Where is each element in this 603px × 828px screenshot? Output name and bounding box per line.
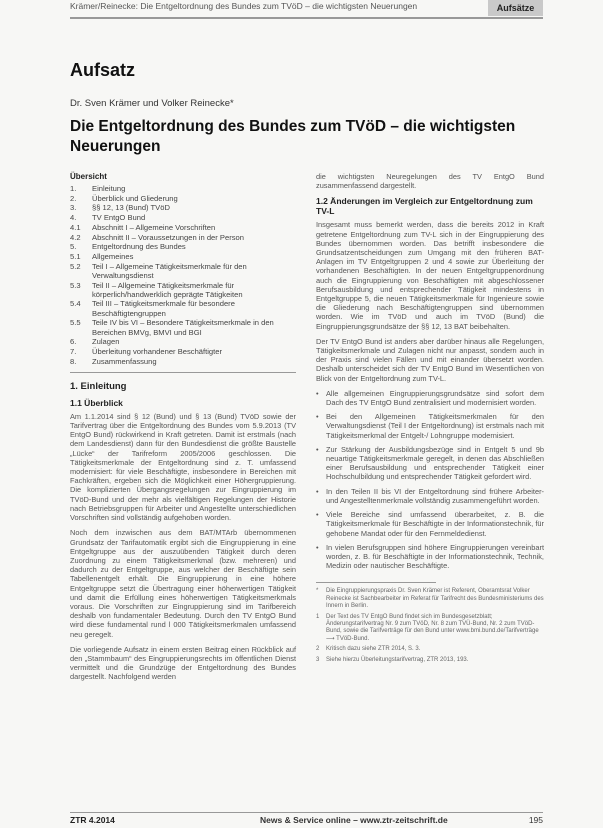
bullet-item [316, 389, 544, 407]
toc-item-label: Abschnitt II – Voraussetzungen in der Person [92, 232, 244, 242]
toc-item-number: 4. [70, 213, 77, 223]
body-paragraph: Der TV EntgO Bund ist anders aber darüber hinaus alle Regelungen, Tätigkeitsmerkmale und Zulagen nicht nur anpasst, sondern auch in der Praxis sind vielen Fällen und mit einander übersetzt worden. Deshalb unterscheidet sich der TV EntgO Bund im Wesentlichen von Blick von der Entgeltordnung zum TV-L. [316, 336, 544, 383]
toc-item-number: 3. [70, 203, 77, 213]
bullet-list [316, 389, 544, 570]
toc-item [70, 233, 296, 242]
toc-item [70, 213, 296, 222]
bullet-dot-icon: • [316, 486, 319, 496]
toc-divider [70, 372, 296, 373]
footnote-text: Kritisch dazu siehe ZTR 2014, S. 3. [326, 646, 421, 653]
toc-item-number: 5.2 [70, 261, 81, 271]
toc-item-number: 5.4 [70, 299, 81, 309]
toc-item [70, 194, 296, 203]
toc-item-label: TV EntgO Bund [92, 213, 146, 223]
footnote-number: * [316, 588, 319, 595]
body-paragraph: die wichtigsten Neuregelungen des TV EntgO Bund zusammenfassend dargestellt. [316, 172, 544, 191]
toc-item-number: 5.1 [70, 251, 81, 261]
bullet-text: In vielen Berufsgruppen sind höhere Eingruppierungen vereinbart worden, z. B. für Beschäftigte in der Informationstechnik, Technik, Medizin oder nautischer Beschäftigte. [326, 542, 544, 571]
right-column [316, 172, 544, 667]
authors: Dr. Sven Krämer und Volker Reinecke* [70, 98, 234, 109]
toc-item-label: Teil II – Allgemeine Tätigkeitsmerkmale für körperlich/handwerklich geprägte Tätigkeiten [92, 280, 243, 299]
bullet-item [316, 487, 544, 505]
bullet-text: Bei den Allgemeinen Tätigkeitsmerkmalen für den Verwaltungsdienst (Teil I der Entgeltordnung) ist erstmals nach mit Tätigkeitsmerkmal der Entgelt-/ Lohngruppe modernisiert. [326, 412, 544, 440]
bullet-text: Viele Bereiche sind umfassend überarbeitet, z. B. die Tätigkeitsmerkmale für Beschäftigte in der Informationstechnik, für gehobene Mandat oder für den Fernmeldedienst. [326, 510, 544, 538]
section-label: Aufsatz [70, 60, 136, 80]
toc-item-number: 7. [70, 346, 77, 356]
toc-item-label: §§ 12, 13 (Bund) TVöD [92, 203, 170, 213]
toc-heading: Übersicht [70, 172, 107, 181]
section-1-2-heading: 1.2 Änderungen im Vergleich zur Entgeltordnung zum TV-L [316, 196, 533, 217]
category-tab: Aufsätze [488, 0, 543, 16]
toc-item-label: Zusammenfassung [92, 356, 157, 366]
table-of-contents [70, 184, 296, 366]
toc-item [70, 347, 296, 356]
toc-item [70, 184, 296, 193]
toc-item-label: Teil III – Tätigkeitsmerkmale für besondere Beschäftigtengruppen [92, 299, 235, 318]
toc-item [70, 262, 296, 280]
bullet-dot-icon: • [316, 444, 319, 454]
bullet-item [316, 412, 544, 440]
bullet-dot-icon: • [316, 412, 319, 422]
toc-item-number: 5. [70, 242, 77, 252]
footnote [316, 657, 544, 664]
body-paragraph: Die vorliegende Aufsatz in einem ersten Beitrag einen Rückblick auf den „Stammbaum“ des Eingruppierungsrechts im öffentlichen Dienst vermittelt und die Grundzüge der Entgeltordnung des Bundes dargestellt. Nachfolgend werden [70, 644, 296, 682]
bullet-item [316, 543, 544, 571]
toc-item-number: 4.2 [70, 232, 81, 242]
toc-item-label: Allgemeines [92, 251, 134, 261]
footnotes [316, 588, 544, 664]
journal-issue: ZTR 4.2014 [70, 815, 115, 825]
footnote [316, 646, 544, 653]
bullet-dot-icon: • [316, 510, 319, 520]
footnote [316, 588, 544, 610]
header-rule [70, 17, 543, 19]
bullet-text: Alle allgemeinen Eingruppierungsgrundsätze sind sofort dem Dach des TV EntgO Bund zentralisiert und modernisiert worden. [326, 388, 544, 408]
toc-item-number: 6. [70, 337, 77, 347]
toc-item [70, 318, 296, 336]
body-paragraph: Insgesamt muss bemerkt werden, dass die bereits 2012 in Kraft getretene Entgeltordnung zum TV-L sich in der Eingruppierung des Bundes übernommen worden. Das betrifft insbesondere die Grundsatzentscheidungen zum Umgang mit den früheren BAT-Anlagen im TV Entgeltgruppen 2 und 4 sowie zur Überleitung der vorhandenen Beschäftigten. In der neuen Entgeltgruppenordnung auch die Eingruppierung von Beschäftigten mit abgeschlossener Berufsausbildung und entsprechender Tätigkeit mindestens in Entgeltgruppe 5, die neuen Tätigkeitsmerkmale für Ingenieure sowie die Gliederung nach Beschäftigtengruppen sind übernommen worden. Wie im TVöD und auch im TVöD (Bund) die Eingruppierungsgrundsätze der §§ 12, 13 BAT beibehalten. [316, 220, 544, 331]
footnote [316, 614, 544, 644]
toc-item-label: Teile IV bis VI – Besondere Tätigkeitsmerkmale in den Bereichen BMVg, BMVI und BGI [92, 318, 274, 337]
toc-item [70, 252, 296, 261]
toc-item-number: 1. [70, 184, 77, 193]
toc-item [70, 337, 296, 346]
toc-item-label: Zulagen [92, 337, 120, 347]
toc-item-label: Teil I – Allgemeine Tätigkeitsmerkmale für den Verwaltungsdienst [92, 261, 247, 280]
bullet-text: In den Teilen II bis VI der Entgeltordnung sind frühere Arbeiter- und Angestelltenmerkmale vollständig zusammengeführt worden. [326, 486, 544, 505]
footnote-number: 3 [316, 656, 320, 663]
toc-item [70, 357, 296, 366]
running-header: Krämer/Reinecke: Die Entgeltordnung des Bundes zum TVöD – die wichtigsten Neuerungen [70, 1, 418, 11]
toc-item [70, 281, 296, 299]
toc-item-label: Entgeltordnung des Bundes [92, 242, 186, 252]
footnote-text: Der Text des TV EntgO Bund findet sich im Bundesgesetzblatt; Änderungstarifvertrag Nr. 9 zum TVöD, Nr. 8 zum TVÜ-Bund, Nr. 2 zum TVöD-Bund, sowie die Tarifverträge für den Bund unter www.bmi.bund.de/Tarifverträge ⟶ TVöD-Bund. [326, 613, 539, 642]
bullet-item [316, 510, 544, 538]
footnote-text: Siehe hierzu Überleitungstarifvertrag, ZTR 2013, 193. [326, 656, 469, 663]
bullet-text: Zur Stärkung der Ausbildungsbezüge sind in Entgelt 5 und 9b neuartige Tätigkeitsmerkmale geregelt, in denen das Abschließen einer Berufsausbildung und entsprechender Tätigkeit einer Hochschulbildung und entsprechender Tätigkeit gefordert wird. [326, 444, 544, 482]
section-1-heading: 1. Einleitung [70, 380, 127, 392]
body-paragraph: Noch dem inzwischen aus dem BAT/MTArb übernommenen Grundsatz der Tarifautomatik ergibt sich die Eingruppierung in eine Entgeltgruppe aus der auszuübenden Tätigkeit durch deren Zuordnung zu einem Tätigkeitsmerkmal (bzw. mehreren) und dadurch zu der Entgeltgruppe, aus welcher der Beschäftigte sein Tabellenentgelt erhält. Die Eingruppierung in eine höhere Entgeltgruppe setzt die Übertragung einer höherwertigen Tätigkeit und damit die Erfüllung eines höherwertigen Tätigkeitsmerkmals voraus. Die Vorschriften zur Eingruppierung sind im Tarifbereich deshalb von fundamentaler Bedeutung. Durch den TV EntgO Bund wird diese fundamental rund l 000 Tätigkeitsmerkmalen umfassend neu geregelt. [70, 528, 296, 639]
toc-item [70, 203, 296, 212]
footer-website: News & Service online – www.ztr-zeitschrift.de [260, 815, 448, 825]
article-title: Die Entgeltordnung des Bundes zum TVöD – die wichtigsten Neuerungen [70, 118, 516, 155]
footnote-divider [316, 582, 436, 583]
footnote-number: 2 [316, 646, 320, 653]
page-number: 195 [528, 815, 543, 825]
toc-item-label: Einleitung [92, 184, 126, 193]
toc-item-label: Abschnitt I – Allgemeine Vorschriften [92, 222, 216, 232]
toc-item-number: 8. [70, 356, 77, 366]
bullet-dot-icon: • [316, 388, 319, 398]
body-paragraph: Am 1.1.2014 sind § 12 (Bund) und § 13 (Bund) TVöD sowie der Tarifvertrag über die Entgeltordnung des Bundes vom 5.9.2013 (TV EntgO Bund) rückwirkend in Kraft getreten. Damit ist erstmals (nach dem Landesdienst) dann für den Bundesdienst die größte Baustelle „Lücke“ der Tarifreform 2005/2006 geschlossen. Die Tätigkeitsmerkmale der Entgeltordnung sind z. T. umfassend modernisiert: für viele Beschäftigte, insbesondere in Bereichen mit Fachkräften, ergeben sich die Möglichkeit einer Höhergruppierung. Die komplizierten Übergangsregelungen zur Eingruppierung im TVöD-Bund und der mehr als vielfältigen Regelungen der Historie nach Betriebsgruppen für Arbeiter und Angestellte unterschiedlichen Vorschriften sind vollständig aufgehoben worden. [70, 411, 296, 523]
bullet-item [316, 445, 544, 482]
toc-item [70, 299, 296, 317]
page-footer [70, 812, 543, 825]
left-column [70, 172, 296, 688]
footnote-number: 1 [316, 613, 320, 620]
toc-item [70, 223, 296, 232]
toc-item-number: 5.5 [70, 318, 81, 328]
toc-item [70, 242, 296, 251]
toc-item-number: 2. [70, 193, 77, 203]
toc-item-label: Überblick und Gliederung [92, 193, 178, 203]
toc-item-number: 4.1 [70, 222, 81, 232]
bullet-dot-icon: • [316, 542, 319, 552]
toc-item-label: Überleitung vorhandener Beschäftigter [92, 346, 223, 356]
toc-item-number: 5.3 [70, 280, 81, 290]
footnote-text: Die Eingruppierungspraxis Dr. Sven Krämer ist Referent, Oberamtsrat Volker Reinecke ist Sachbearbeiter im Referat für Tarifrecht des Bundesministeriums des Innern in Berlin. [326, 588, 544, 610]
section-1-1-heading: 1.1 Überblick [70, 397, 123, 408]
